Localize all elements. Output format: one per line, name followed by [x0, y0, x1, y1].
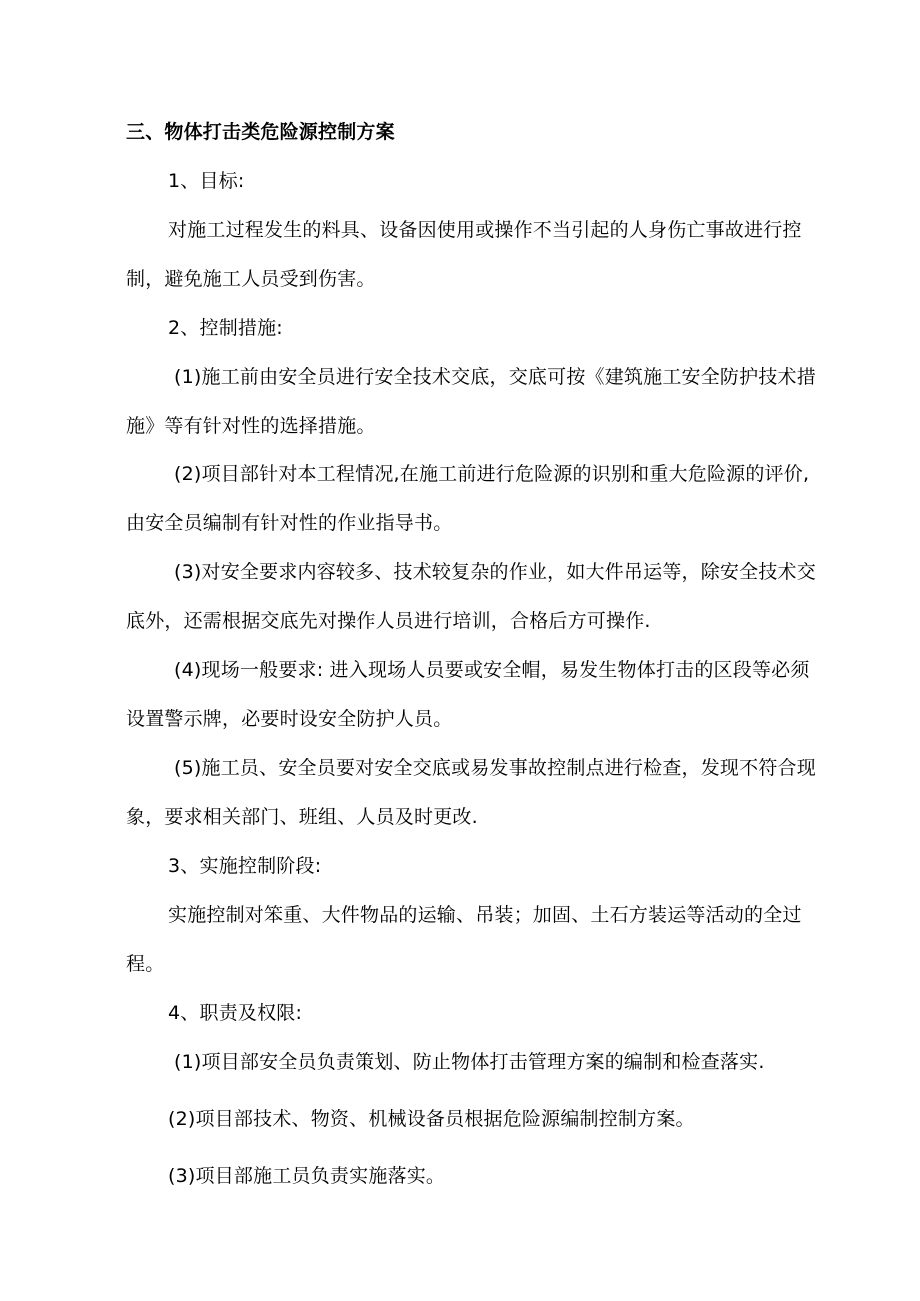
measure-3-line-2: 底外，还需根据交底先对操作人员进行培训，合格后方可操作. [126, 610, 651, 632]
measure-1-line-1: (1)施工前由安全员进行安全技术交底，交底可按《建筑施工安全防护技术措 [174, 366, 816, 388]
measure-4-line-1: (4)现场一般要求: 进入现场人员要或安全帽，易发生物体打击的区段等必须 [174, 659, 810, 681]
duty-3: (3)项目部施工员负责实施落实。 [168, 1165, 446, 1187]
duty-title: 4、职责及权限: [168, 1002, 303, 1024]
measure-1-line-2: 施》等有针对性的选择措施。 [126, 415, 376, 437]
duty-2: (2)项目部技术、物资、机械设备员根据危险源编制控制方案。 [168, 1108, 695, 1130]
measure-5-line-2: 象，要求相关部门、班组、人员及时更改. [126, 806, 478, 828]
measure-2-line-1: (2)项目部针对本工程情况,在施工前进行危险源的识别和重大危险源的评价, [174, 463, 810, 485]
measure-3-line-1: (3)对安全要求内容较多、技术较复杂的作业，如大件吊运等，除安全技术交 [174, 561, 816, 583]
stage-text-line-1: 实施控制对笨重、大件物品的运输、吊装；加固、土石方装运等活动的全过 [168, 904, 802, 926]
goal-text-line-2: 制，避免施工人员受到伤害。 [126, 268, 376, 290]
goal-title: 1、目标: [168, 170, 245, 192]
measure-4-line-2: 设置警示牌，必要时设安全防护人员。 [126, 708, 453, 730]
measure-2-line-2: 由安全员编制有针对性的作业指导书。 [126, 512, 453, 534]
stage-title: 3、实施控制阶段: [168, 855, 322, 877]
measures-title: 2、控制措施: [168, 317, 283, 339]
goal-text-line-1: 对施工过程发生的料具、设备因使用或操作不当引起的人身伤亡事故进行控 [168, 219, 802, 241]
section-heading: 三、物体打击类危险源控制方案 [126, 121, 395, 143]
duty-1: (1)项目部安全员负责策划、防止物体打击管理方案的编制和检查落实. [174, 1051, 765, 1073]
stage-text-line-2: 程。 [126, 953, 165, 975]
measure-5-line-1: (5)施工员、安全员要对安全交底或易发事故控制点进行检查，发现不符合现 [174, 757, 816, 779]
